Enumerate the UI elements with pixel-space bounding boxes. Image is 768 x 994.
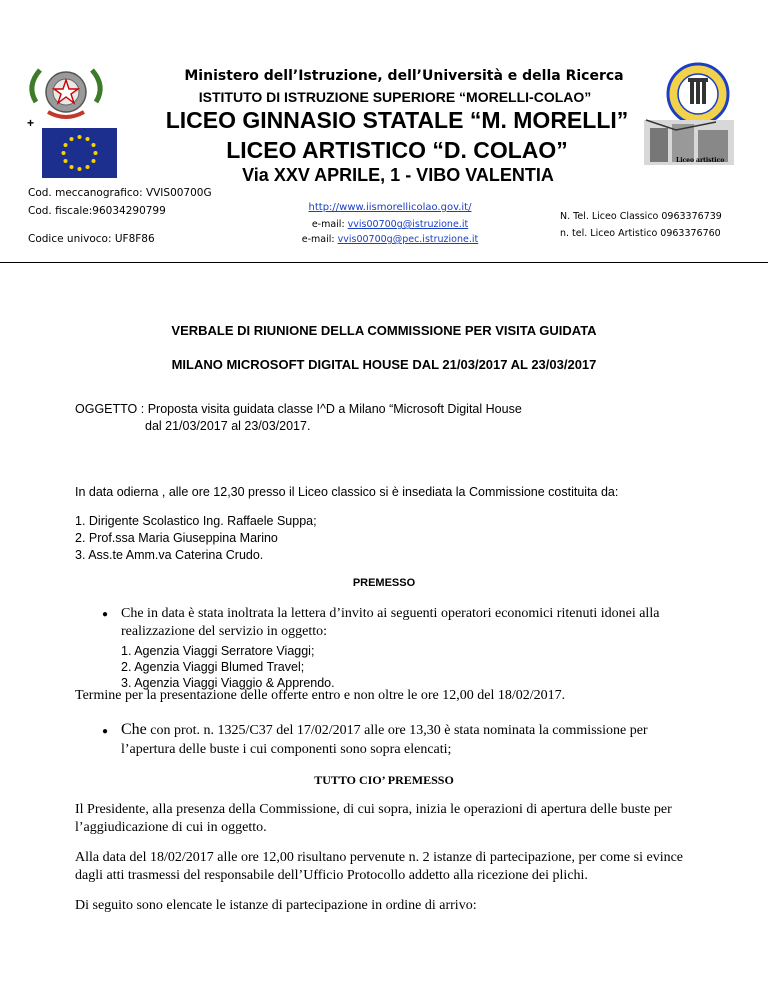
liceo-morelli-title: LICEO GINNASIO STATALE “M. MORELLI” (165, 107, 629, 133)
list-item: 1. Dirigente Scolastico Ing. Raffaele Suppa; (75, 514, 317, 528)
website-link[interactable]: http://www.iismorellicolao.gov.it/ (308, 202, 472, 213)
ministry-title: Ministero dell’Istruzione, dell’Università e della Ricerca (184, 68, 624, 84)
institute-title: ISTITUTO DI ISTRUZIONE SUPERIORE “MORELLI-COLAO” (198, 89, 592, 105)
list-item: 1. Agenzia Viaggi Serratore Viaggi; (121, 644, 315, 658)
paragraph-1-line-2: l’aggiudicazione di cui in oggetto. (75, 820, 267, 835)
codice-univoco: Codice univoco: UF8F86 (28, 233, 155, 245)
bullet-icon: ● (102, 609, 109, 620)
email-line: e-mail: vvis00700g@istruzione.it (311, 219, 469, 230)
bullet2-line1: Che con prot. n. 1325/C37 del 17/02/2017 alle ore 13,30 è stata nominata la commissione per (121, 721, 648, 738)
document-title-1: VERBALE DI RIUNIONE DELLA COMMISSIONE PER VISITA GUIDATA (171, 323, 597, 338)
intro-text: In data odierna , alle ore 12,30 presso il Liceo classico si è insediata la Commissione costituita da: (75, 485, 619, 499)
address: Via XXV APRILE, 1 - VIBO VALENTIA (242, 165, 554, 185)
oggetto-line-2: dal 21/03/2017 al 23/03/2017. (145, 419, 311, 433)
plus-mark: + (27, 116, 35, 130)
members-list (75, 513, 317, 564)
bullet1-line2: realizzazione del servizio in oggetto: (121, 624, 328, 639)
bullet1-line1: Che in data è stata inoltrata la lettera d’invito ai seguenti operatori economici ritenuti idonei alla (121, 606, 660, 621)
paragraph-3: Di seguito sono elencate le istanze di partecipazione in ordine di arrivo: (75, 898, 477, 913)
list-item: 2. Prof.ssa Maria Giuseppina Marino (75, 531, 278, 545)
paragraph-1-line-1: Il Presidente, alla presenza della Commissione, di cui sopra, inizia le operazioni di apertura delle buste per (75, 802, 672, 817)
bullet-icon: ● (102, 726, 109, 737)
list-item: 3. Ass.te Amm.va Caterina Crudo. (75, 548, 264, 562)
email-link[interactable]: vvis00700g@istruzione.it (347, 219, 469, 230)
list-item: 2. Agenzia Viaggi Blumed Travel; (121, 660, 305, 674)
document-title-2: MILANO MICROSOFT DIGITAL HOUSE DAL 21/03/2017 AL 23/03/2017 (171, 357, 597, 372)
premesso-heading: PREMESSO (352, 577, 416, 589)
list-item: 3. Agenzia Viaggi Viaggio & Apprendo. (121, 676, 335, 690)
liceo-colao-title: LICEO ARTISTICO “D. COLAO” (226, 137, 568, 163)
bullet2-line2: l’apertura delle buste i cui componenti sono sopra elencati; (121, 742, 452, 757)
cod-fiscale: Cod. fiscale:96034290799 (28, 205, 166, 217)
pec-line: e-mail: vvis00700g@pec.istruzione.it (301, 234, 479, 245)
tel-classico: N. Tel. Liceo Classico 0963376739 (560, 211, 722, 222)
tel-artistico: n. tel. Liceo Artistico 0963376760 (560, 228, 721, 239)
cod-meccanografico: Cod. meccanografico: VVIS00700G (28, 187, 212, 199)
header-divider (0, 262, 768, 263)
logo-caption: Liceo artistico (676, 157, 725, 164)
oggetto-line-1: OGGETTO : Proposta visita guidata classe I^D a Milano “Microsoft Digital House (75, 402, 522, 416)
tutto-premesso-heading: TUTTO CIO’ PREMESSO (314, 773, 454, 787)
termine-text: Termine per la presentazione delle offerte entro e non oltre le ore 12,00 del 18/02/2017. (75, 688, 566, 703)
agencies-list (121, 643, 335, 691)
pec-link[interactable]: vvis00700g@pec.istruzione.it (337, 234, 479, 245)
paragraph-2-line-2: dagli atti trasmessi del responsabile dell’Ufficio Protocollo addetto alla ricezione dei plichi. (75, 868, 588, 883)
paragraph-2-line-1: Alla data del 18/02/2017 alle ore 12,00 risultano pervenute n. 2 istanze di partecipazione, per come si evince (75, 850, 684, 865)
